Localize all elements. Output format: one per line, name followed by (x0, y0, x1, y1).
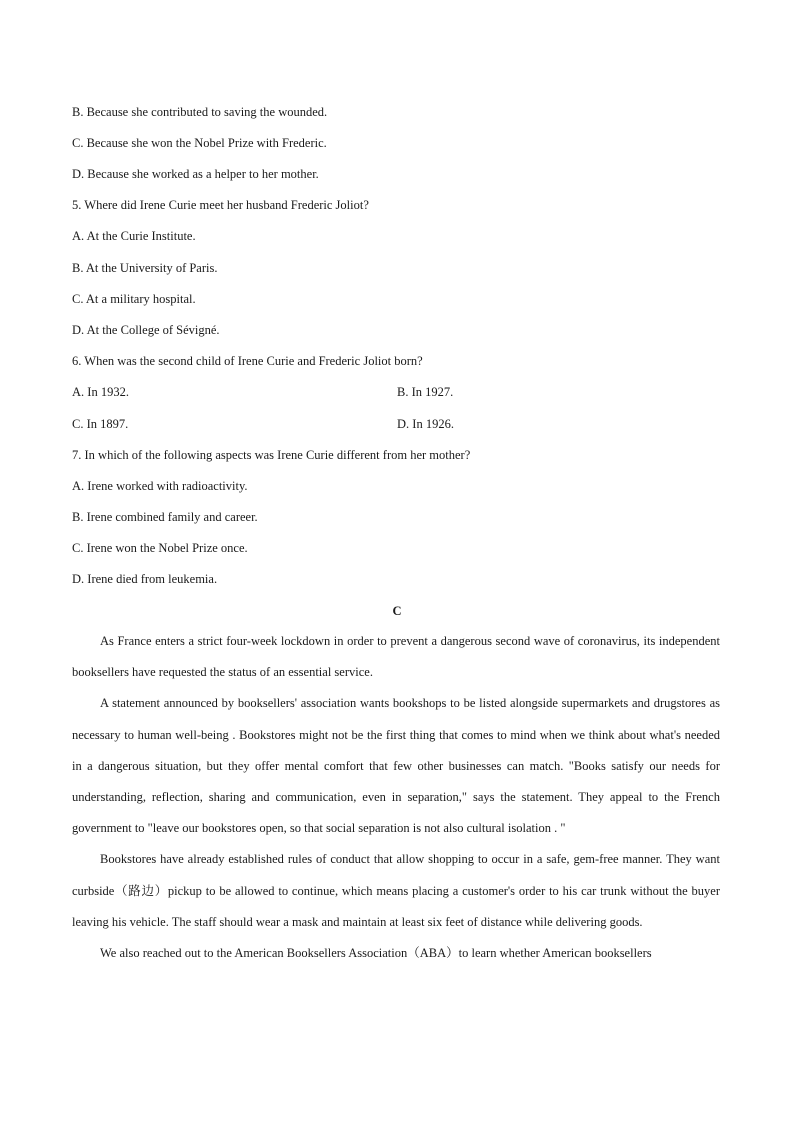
section-heading: C (392, 604, 402, 618)
q7-option-b: B. Irene combined family and career. (72, 510, 258, 524)
q7-option-c: C. Irene won the Nobel Prize once. (72, 541, 248, 555)
q6-option-a: A. In 1932. (72, 385, 129, 399)
q4-option-b: B. Because she contributed to saving the wounded. (72, 105, 328, 119)
passage-paragraph-4: We also reached out to the American Booksellers Association（ABA）to learn whether American booksellers (100, 946, 652, 961)
q5-option-b: B. At the University of Paris. (72, 261, 218, 275)
passage-body (72, 626, 720, 969)
q5-option-c: C. At a military hospital. (72, 292, 196, 306)
passage-paragraph-1: As France enters a strict four-week lockdown in order to prevent a dangerous second wave of coronavirus, its independent booksellers have requested the status of an essential service. (72, 634, 720, 680)
q4-option-c: C. Because she won the Nobel Prize with Frederic. (72, 136, 327, 150)
passage-paragraph-3: Bookstores have already established rules of conduct that allow shopping to occur in a safe, gem-free manner. They want curbside（路边）pickup to be allowed to continue, which means placing a customer's order to his car trunk without the buyer leaving his vehicle. The staff should wear a mask and maintain at least six feet of distance while delivering goods. (72, 852, 720, 929)
q6-question: 6. When was the second child of Irene Curie and Frederic Joliot born? (72, 354, 423, 368)
q6-option-c: C. In 1897. (72, 417, 129, 431)
q5-option-a: A. At the Curie Institute. (72, 229, 196, 243)
q6-option-b: B. In 1927. (397, 385, 454, 399)
passage-paragraph-2: A statement announced by booksellers' association wants bookshops to be listed alongside supermarkets and drugstores as necessary to human well-being . Bookstores might not be the first thing that comes to mind when we think about what's needed in a dangerous situation, but they offer mental comfort that few other businesses can match. "Books satisfy our needs for understanding, reflection, sharing and communication, even in separation," says the statement. They appeal to the French government to "leave our bookstores open, so that social separation is not also cultural isolation . " (72, 696, 720, 836)
q7-question: 7. In which of the following aspects was Irene Curie different from her mother? (72, 448, 471, 462)
q6-option-d: D. In 1926. (397, 417, 454, 431)
q7-option-a: A. Irene worked with radioactivity. (72, 479, 248, 493)
q7-option-d: D. Irene died from leukemia. (72, 572, 218, 586)
q5-option-d: D. At the College of Sévigné. (72, 323, 220, 337)
q4-option-d: D. Because she worked as a helper to her mother. (72, 167, 319, 181)
q5-question: 5. Where did Irene Curie meet her husband Frederic Joliot? (72, 198, 369, 212)
